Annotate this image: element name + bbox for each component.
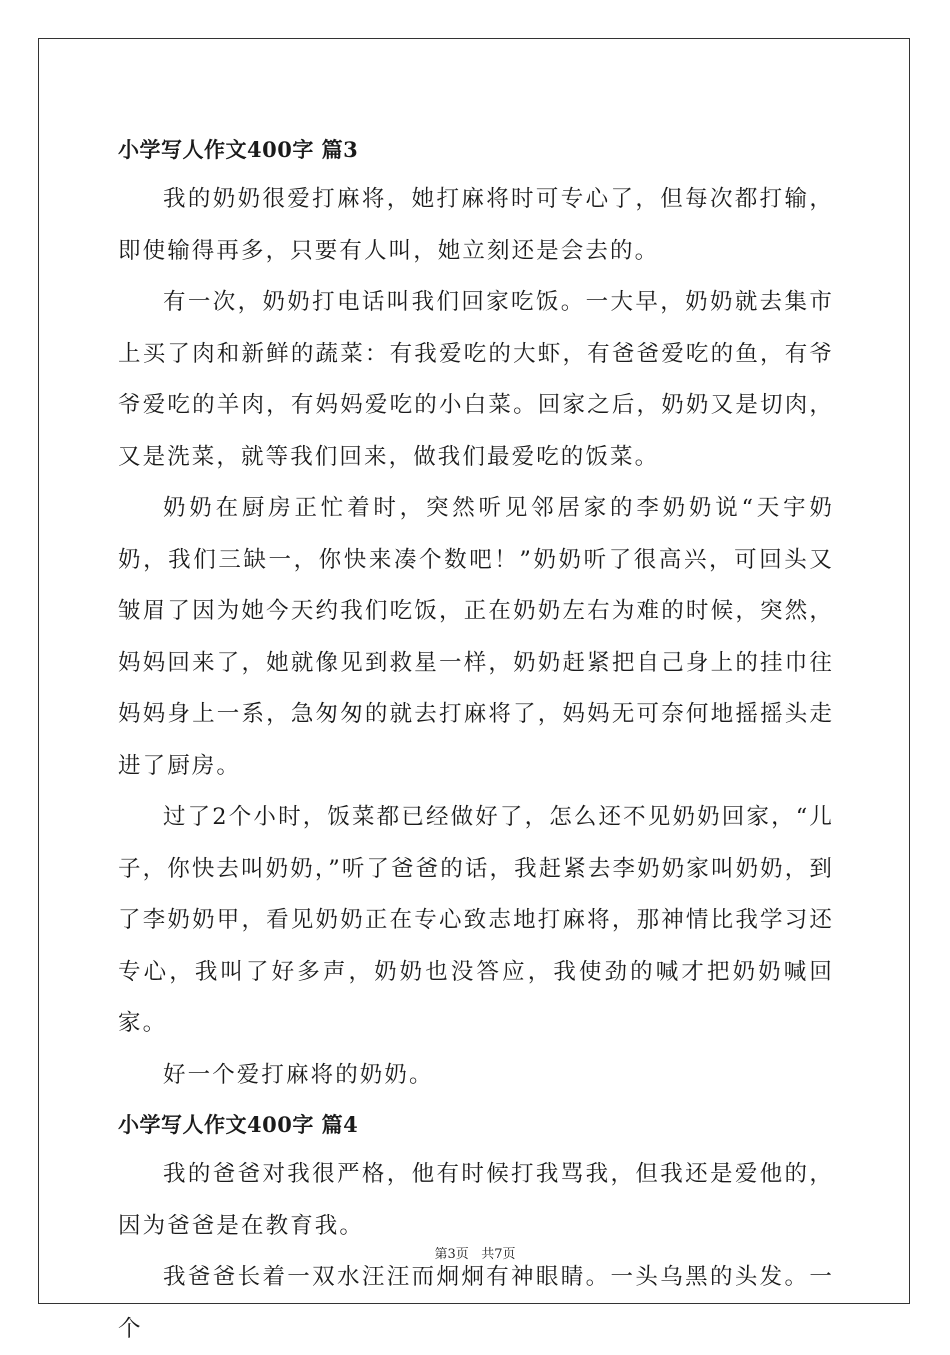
paragraph: 奶奶在厨房正忙着时，突然听见邻居家的李奶奶说“天宇奶奶，我们三缺一，你快来凑个数吧！”奶奶听了很高兴，可回头又皱眉了因为她今天约我们吃饭，正在奶奶左右为难的时候，突然，妈妈回来了，她就像见到救星一样，奶奶赶紧把自己身上的挂巾往妈妈身上一系，急匆匆的就去打麻将了，妈妈无可奈何地摇摇头走进了厨房。 — [118, 495, 834, 779]
page-footer — [0, 1246, 950, 1264]
paragraph: 我爸爸长着一双水汪汪而炯炯有神眼睛。一头乌黑的头发。一个 — [118, 1264, 834, 1342]
paragraph: 过了2个小时，饭菜都已经做好了，怎么还不见奶奶回家，“儿子，你快去叫奶奶，”听了爸爸的话，我赶紧去李奶奶家叫奶奶，到了李奶奶甲，看见奶奶正在专心致志地打麻将，那神情比我学习还专心，我叫了好多声，奶奶也没答应，我使劲的喊才把奶奶喊回家。 — [118, 804, 834, 1036]
page-number: 第3页 — [434, 1247, 469, 1262]
section-heading: 小学写人作文400字 篇3 — [118, 137, 359, 162]
document-body — [118, 126, 834, 1355]
paragraph: 好一个爱打麻将的奶奶。 — [163, 1061, 434, 1088]
section-4 — [118, 1101, 834, 1355]
paragraph: 有一次，奶奶打电话叫我们回家吃饭。一大早，奶奶就去集市上买了肉和新鲜的蔬菜：有我爱吃的大虾，有爸爸爱吃的鱼，有爷爷爱吃的羊肉，有妈妈爱吃的小白菜。回家之后，奶奶又是切肉，又是洗菜，就等我们回来，做我们最爱吃的饭菜。 — [118, 289, 834, 470]
paragraph: 我的爸爸对我很严格，他有时候打我骂我，但我还是爱他的，因为爸爸是在教育我。 — [118, 1161, 834, 1239]
page-total: 共7页 — [481, 1247, 516, 1262]
section-3 — [118, 126, 834, 1101]
section-heading: 小学写人作文400字 篇4 — [118, 1112, 359, 1137]
paragraph: 我的奶奶很爱打麻将，她打麻将时可专心了，但每次都打输，即使输得再多，只要有人叫，她立刻还是会去的。 — [118, 186, 834, 264]
